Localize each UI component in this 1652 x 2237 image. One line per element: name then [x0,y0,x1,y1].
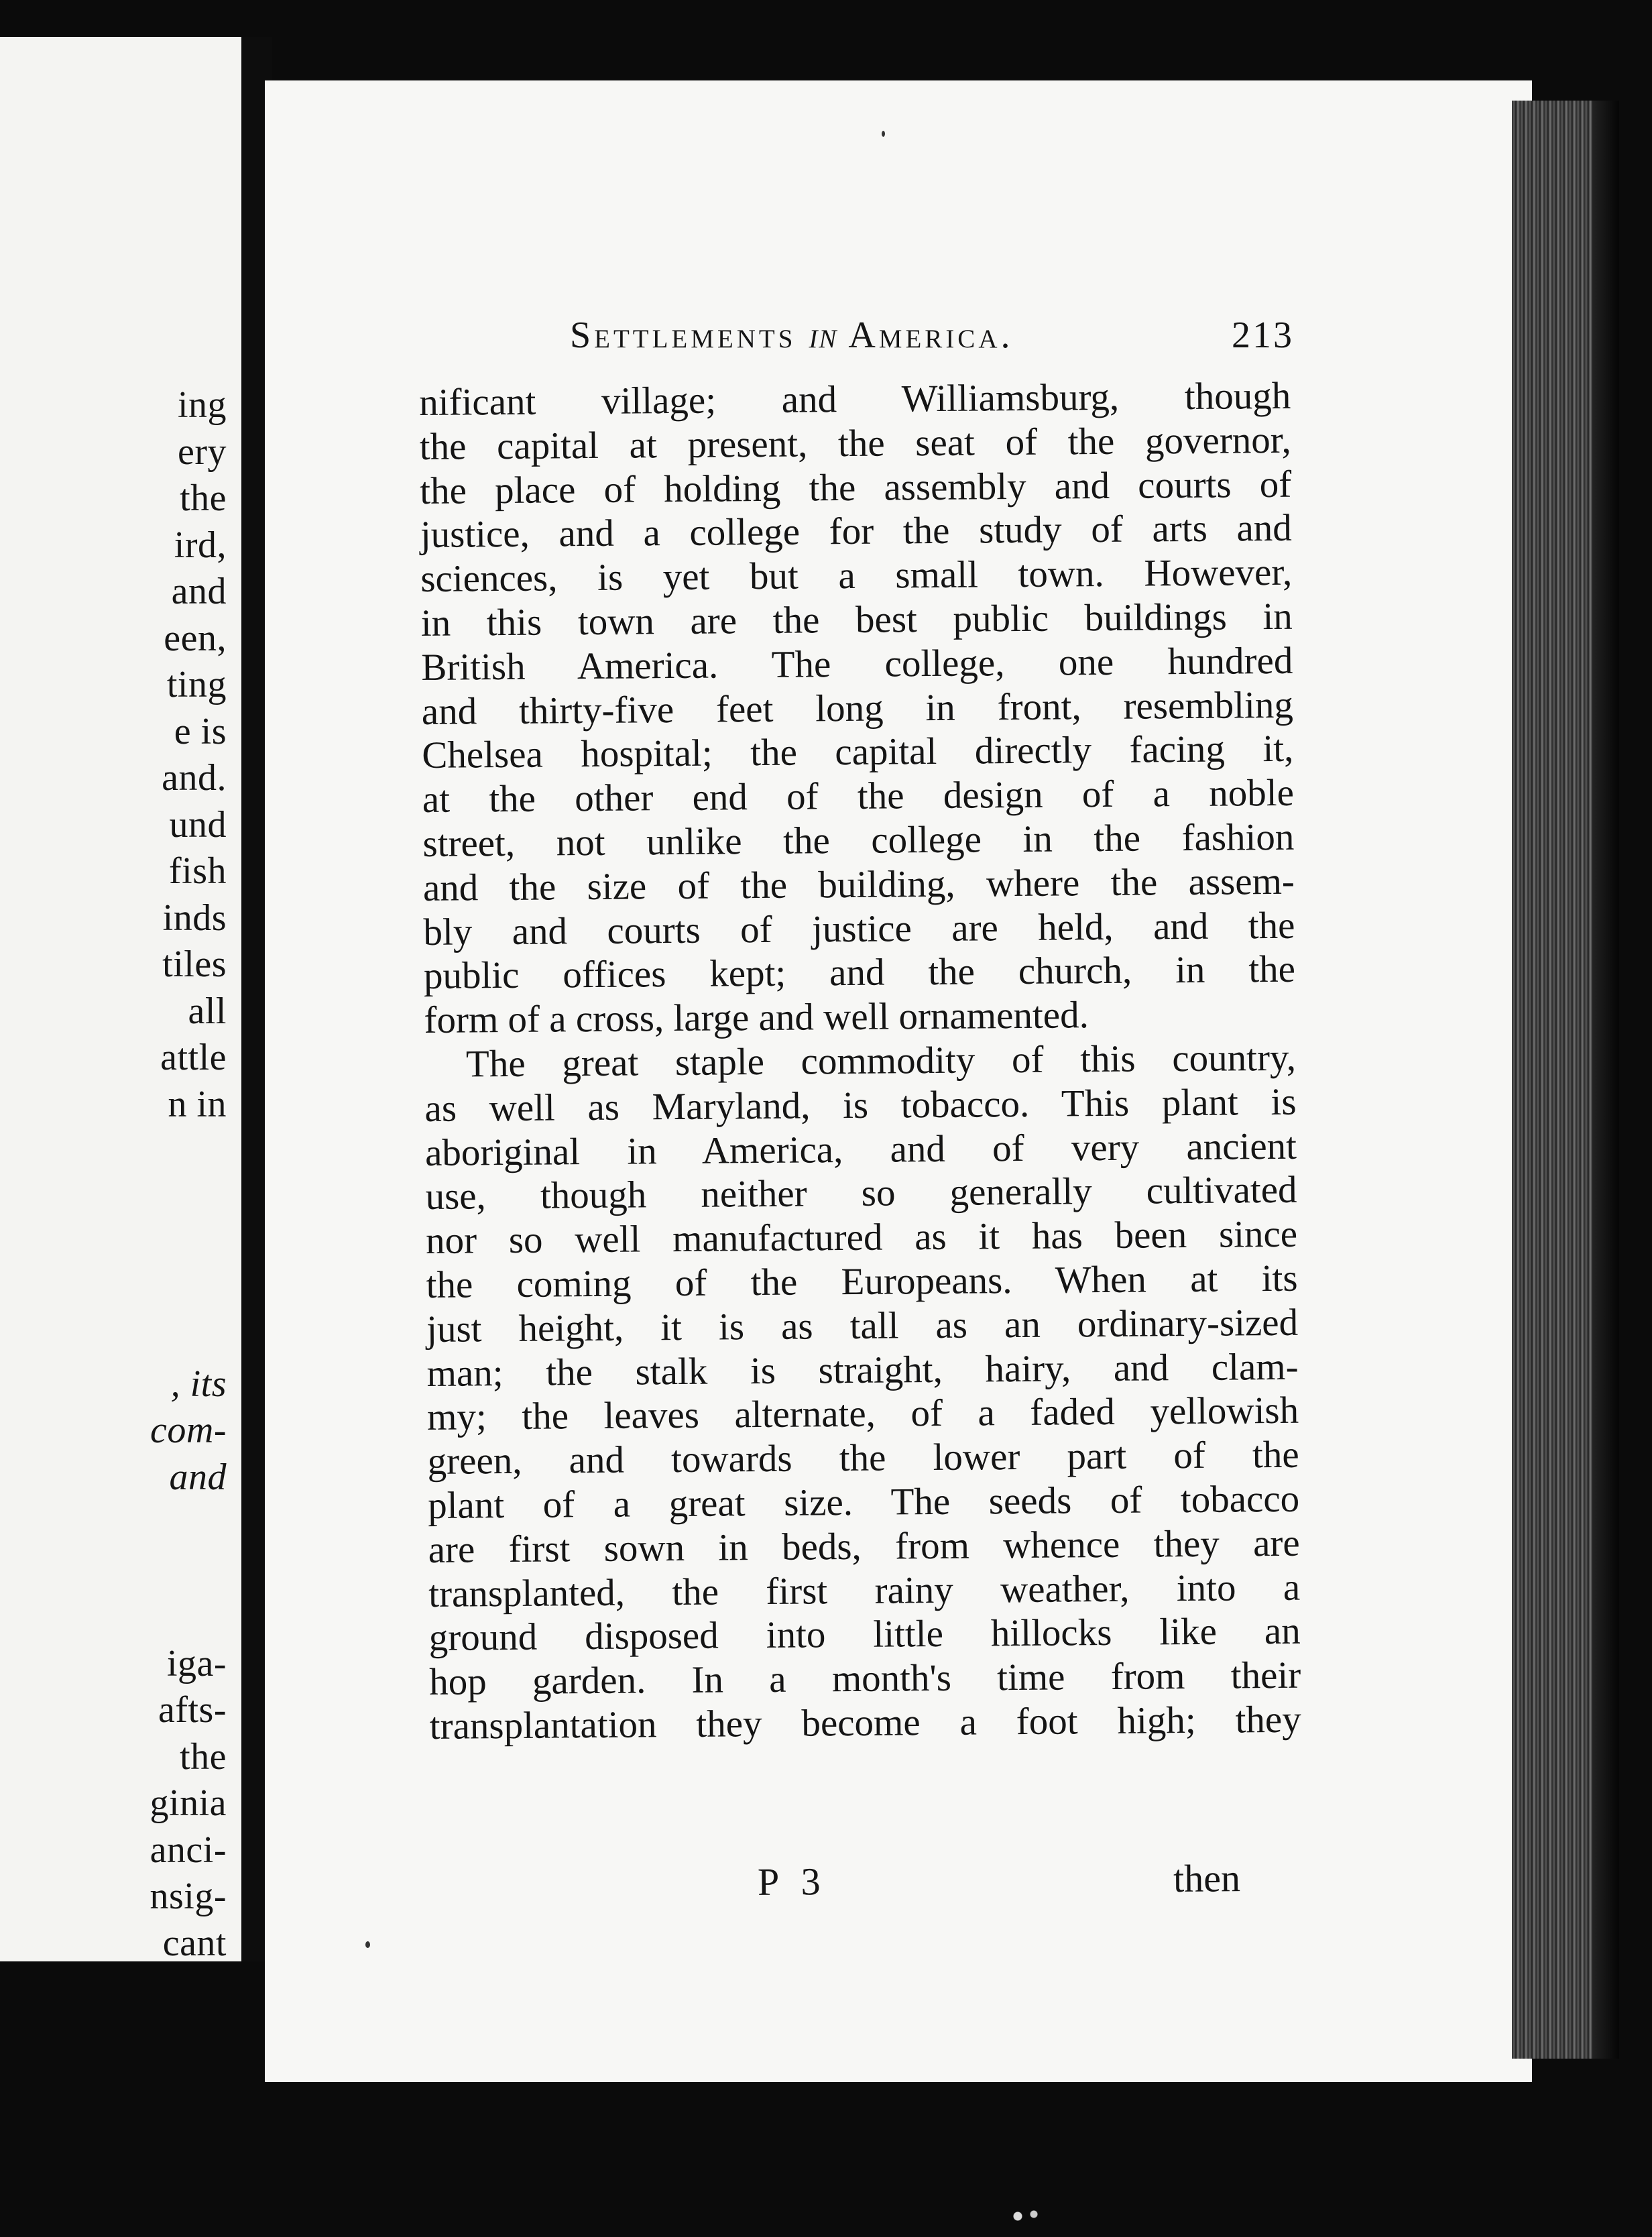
body-line: plant of a great size. The seeds of tobacco [427,1477,1300,1527]
body-line: are first sown in beds, from whence they are [428,1522,1300,1571]
previous-page-line: ting [166,664,227,705]
body-line: the place of holding the assembly and courts of [420,463,1292,512]
previous-page-line: attle [160,1037,227,1078]
previous-page-line [150,1548,227,1595]
body-line: The great staple commodity of this country, [465,1036,1297,1086]
running-head-word-3: America. [848,314,1014,356]
body-line: just height, it is as tall as an ordinary-sized [426,1301,1299,1351]
previous-page-line: afts- [158,1689,227,1731]
previous-page-line: the [180,477,227,519]
previous-page-line: fish [169,850,227,892]
previous-page-line: ginia [150,1782,227,1824]
body-line: use, though neither so generally cultivated [425,1169,1297,1218]
running-head-title [570,314,1013,357]
previous-page-line: and [171,571,227,612]
catchword: then [1173,1856,1241,1900]
previous-page-line [150,1501,227,1548]
book-page-edges [1512,101,1592,2059]
signature-mark: P 3 [757,1859,827,1904]
previous-page-line: the [180,1735,227,1778]
previous-page-line: and. [162,757,227,799]
body-line: the capital at present, the seat of the governor, [419,418,1291,468]
body-line: as well as Maryland, is tobacco. This plant is [424,1080,1297,1130]
page-number: 213 [1232,314,1294,356]
previous-page-line [150,1128,227,1175]
body-line: at the other end of the design of a noble [422,771,1295,821]
running-head [570,314,1294,357]
body-line: in this town are the best public buildings in [420,595,1293,644]
body-line: my; the leaves alternate, of a faded yellowish [426,1389,1299,1439]
previous-page-line: ing [177,384,227,426]
book-edge-shadow [1592,101,1619,2059]
previous-page-line: nsig- [150,1876,227,1917]
body-line: justice, and a college for the study of arts and [420,507,1293,557]
body-line: sciences, is yet but a small town. However, [420,551,1293,601]
previous-page-line: all [188,990,227,1032]
previous-page-line [150,1175,227,1222]
previous-page-line: ery [177,431,227,473]
body-line: transplantation they become a foot high; they [429,1698,1301,1747]
dust-speck [882,131,885,137]
previous-page-line [150,1594,227,1641]
body-line: bly and courts of justice are held, and the [423,904,1295,954]
body-line: and the size of the building, where the assem- [422,860,1295,909]
previous-page-line: and [169,1456,227,1498]
body-line: nificant village; and Williamsburg, though [419,374,1291,424]
previous-page-line: n in [168,1083,227,1125]
running-head-word-1: Settlements [570,314,796,356]
previous-page-line: und [169,803,227,846]
previous-page-line [150,1221,227,1268]
previous-page-line: iga- [166,1642,227,1684]
previous-page-line: tiles [162,943,227,985]
previous-page-line: e is [174,710,227,752]
body-line: hop garden. In a month's time from their [428,1654,1301,1704]
previous-page-line: com- [150,1410,227,1451]
body-line: nor so well manufactured as it has been since [425,1212,1298,1263]
body-line: and thirty-five feet long in front, resembling [421,683,1294,733]
body-line: form of a cross, large and well ornamented. [424,994,1089,1042]
previous-page-line: inds [162,897,227,939]
body-line: street, not unlike the college in the fashion [422,815,1295,865]
previous-page-line: , its [170,1363,227,1405]
previous-page-line: anci- [150,1829,227,1871]
body-line: green, and towards the lower part of the [427,1433,1299,1483]
body-line: public offices kept; and the church, in the [423,948,1296,998]
previous-page-line [150,1268,227,1315]
body-line: ground disposed into little hillocks like an [428,1610,1301,1660]
body-line: the coming of the Europeans. When at its [426,1257,1298,1306]
previous-page-line: een, [164,617,227,659]
previous-page-line: cant [162,1922,227,1964]
page-footer [758,1855,1241,1904]
body-line: aboriginal in America, and of very ancient [424,1125,1297,1174]
body-line: man; the stalk is straight, hairy, and clam- [426,1345,1299,1395]
running-head-word-2: in [809,314,838,356]
body-line: Chelsea hospital; the capital directly facing it, [422,728,1294,777]
previous-page-line: ird, [174,524,227,566]
previous-page-text [150,382,227,1967]
previous-page-fragment [0,37,241,1964]
body-text [419,374,1301,1749]
scan-artifact [1006,2206,1046,2226]
dust-speck [365,1941,370,1948]
previous-page-line [150,1314,227,1361]
body-line: transplanted, the first rainy weather, into a [428,1566,1301,1615]
body-line: British America. The college, one hundred [421,639,1293,689]
